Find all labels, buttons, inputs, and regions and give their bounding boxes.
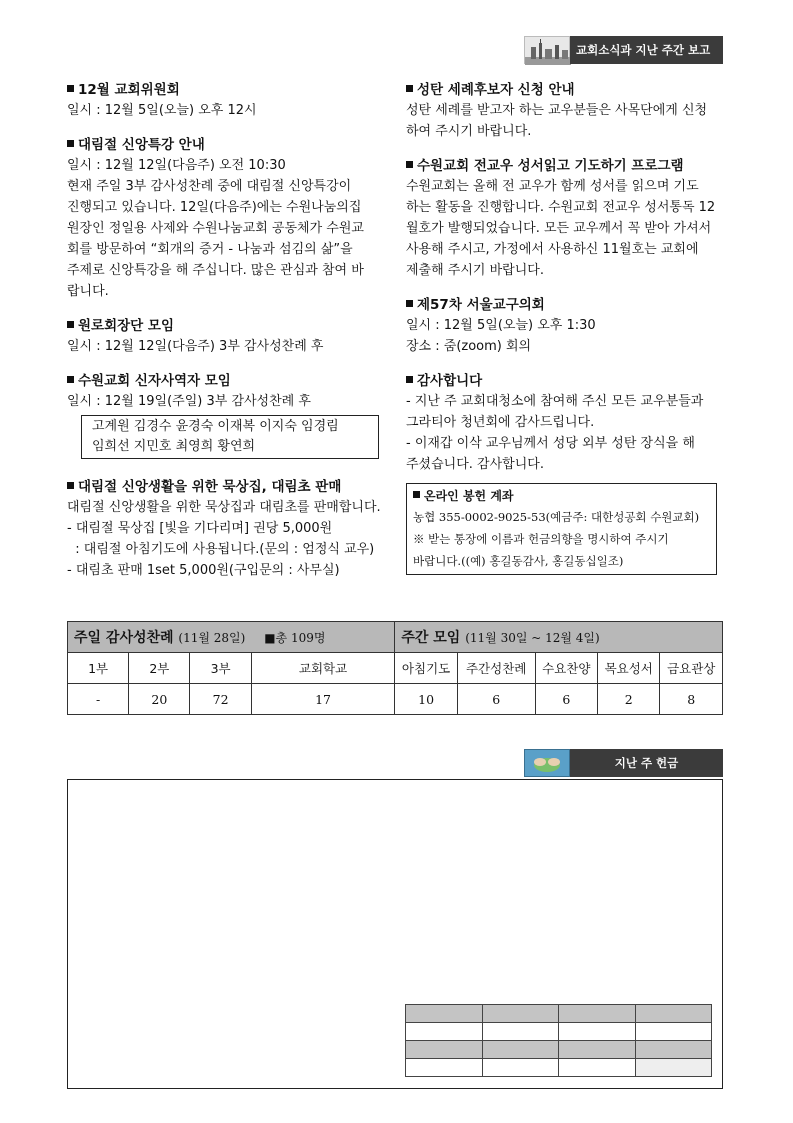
notice-line: - 대림초 판매 1set 5,000원(구입문의 : 사무실) xyxy=(67,563,340,578)
table-row xyxy=(406,1023,712,1041)
bullet-square-icon xyxy=(406,161,413,168)
notice-line: 원장인 정일용 사제와 수원나눔교회 공동체가 수원교 xyxy=(67,221,364,236)
notice-title: 대림절 신앙생활을 위한 묵상집, 대림초 판매 xyxy=(78,479,342,495)
notice-line: 그라티아 청년회에 감사드립니다. xyxy=(406,415,595,430)
church-skyline-icon xyxy=(524,36,570,64)
notice-line: 대림절 신앙생활을 위한 묵상집과 대림초를 판매합니다. xyxy=(67,500,381,515)
notice-line: - 지난 주 교회대청소에 참여해 주신 모든 교우분들과 xyxy=(406,394,704,409)
notice-church-council xyxy=(67,80,385,121)
names-box xyxy=(81,415,379,459)
notice-line: 하는 활동을 진행합니다. 수원교회 전교우 성서통독 12 xyxy=(406,200,716,215)
notice-line: 일시 : 12월 5일(오늘) 오후 1:30 xyxy=(406,318,596,333)
offering-summary-table xyxy=(405,1004,712,1077)
notice-baptism xyxy=(406,80,724,142)
section-header-offering xyxy=(570,749,723,777)
notice-line: 회를 방문하여 “회개의 증거 - 나눔과 섬김의 삶”을 xyxy=(67,242,353,257)
notice-line: 일시 : 12월 12일(다음주) 오전 10:30 xyxy=(67,158,286,173)
bullet-square-icon xyxy=(406,85,413,92)
notice-line: 일시 : 12월 19일(주일) 3부 감사성찬례 후 xyxy=(67,394,311,409)
notice-title: 원로회장단 모임 xyxy=(78,318,174,334)
notice-lay-ministers xyxy=(67,371,385,459)
total-count: ■총 109명 xyxy=(264,631,326,645)
column-header: 교회학교 xyxy=(251,653,395,684)
notice-line: 제출해 주시기 바랍니다. xyxy=(406,263,544,278)
notice-thanks xyxy=(406,371,724,475)
attendance-value: 10 xyxy=(395,684,457,715)
notice-line: 일시 : 12월 12일(다음주) 3부 감사성찬례 후 xyxy=(67,339,324,354)
hands-offering-icon xyxy=(524,749,570,777)
notice-line: 진행되고 있습니다. 12일(다음주)에는 수원나눔의집 xyxy=(67,200,362,215)
column-header: 수요찬양 xyxy=(535,653,597,684)
account-line: 농협 355-0002-9025-53(예금주: 대한성공회 수원교회) xyxy=(413,510,700,524)
weekly-header-cell xyxy=(395,622,723,653)
table-row xyxy=(406,1005,712,1023)
names-line: 임희선 지민호 최영희 황연희 xyxy=(92,439,256,454)
bullet-square-icon xyxy=(67,321,74,328)
notice-line: 월호가 발행되었습니다. 모든 교우께서 꼭 받아 가셔서 xyxy=(406,221,712,236)
bullet-square-icon xyxy=(67,140,74,147)
online-offering-account-box xyxy=(406,483,717,575)
weekly-title: 주간 모임 xyxy=(401,630,461,646)
section-header-offering-label: 지난 주 헌금 xyxy=(614,756,679,770)
notice-title: 제57차 서울교구의회 xyxy=(417,297,545,313)
notice-line: : 대림절 아침기도에 사용됩니다.(문의 : 엄정식 교우) xyxy=(67,542,375,557)
attendance-value: 8 xyxy=(660,684,723,715)
notice-title: 감사합니다 xyxy=(417,373,483,389)
sunday-header-cell xyxy=(68,622,395,653)
notice-title: 12월 교회위원회 xyxy=(78,82,180,98)
names-line: 고계원 김경수 윤경숙 이재복 이지숙 임경림 xyxy=(92,419,339,434)
bullet-square-icon xyxy=(413,491,420,498)
notice-title: 수원교회 전교우 성서읽고 기도하기 프로그램 xyxy=(417,158,684,174)
attendance-value: 17 xyxy=(251,684,395,715)
attendance-values-row xyxy=(68,684,723,715)
notice-title: 성탄 세례후보자 신청 안내 xyxy=(417,82,575,98)
section-header-news-label: 교회소식과 지난 주간 보고 xyxy=(576,43,711,57)
bullet-square-icon xyxy=(67,376,74,383)
attendance-columns-row xyxy=(68,653,723,684)
column-header: 아침기도 xyxy=(395,653,457,684)
notice-elders-meeting xyxy=(67,316,385,357)
column-header: 1부 xyxy=(68,653,129,684)
column-header: 3부 xyxy=(190,653,251,684)
account-line: ※ 받는 통장에 이름과 헌금의향을 명시하여 주시기 xyxy=(413,532,669,546)
notice-title: 수원교회 신자사역자 모임 xyxy=(78,373,231,389)
left-column xyxy=(67,80,385,595)
sunday-date: (11월 28일) xyxy=(178,631,246,645)
column-header: 목요성서 xyxy=(598,653,660,684)
right-column xyxy=(406,80,724,575)
notice-bible-program xyxy=(406,156,724,281)
notice-diocesan-council xyxy=(406,295,724,357)
weekly-date: (11월 30일 ~ 12월 4일) xyxy=(465,631,600,645)
attendance-table xyxy=(67,621,723,715)
section-header-news xyxy=(570,36,723,64)
bullet-square-icon xyxy=(67,482,74,489)
bullet-square-icon xyxy=(67,85,74,92)
table-row xyxy=(406,1041,712,1059)
attendance-value: 6 xyxy=(535,684,597,715)
attendance-value: 20 xyxy=(129,684,190,715)
notice-line: - 이재갑 이삭 교우님께서 성당 외부 성탄 장식을 해 xyxy=(406,436,695,451)
bullet-square-icon xyxy=(406,376,413,383)
account-line: 바랍니다.((예) 홍길동감사, 홍길동십일조) xyxy=(413,554,624,568)
notice-line: 하여 주시기 바랍니다. xyxy=(406,124,532,139)
notice-line: - 대림절 묵상집 [빛을 기다리며] 권당 5,000원 xyxy=(67,521,333,536)
notice-line: 현재 주일 3부 감사성찬례 중에 대림절 신앙특강이 xyxy=(67,179,352,194)
notice-line: 주제로 신앙특강을 해 주십니다. 많은 관심과 참여 바 xyxy=(67,263,364,278)
column-header: 금요관상 xyxy=(660,653,723,684)
notice-line: 랍니다. xyxy=(67,284,109,299)
notice-line: 일시 : 12월 5일(오늘) 오후 12시 xyxy=(67,103,257,118)
notice-advent-lecture xyxy=(67,135,385,302)
table-row xyxy=(406,1059,712,1077)
attendance-value: - xyxy=(68,684,129,715)
attendance-value: 2 xyxy=(598,684,660,715)
column-header: 주간성찬례 xyxy=(457,653,535,684)
notice-line: 성탄 세례를 받고자 하는 교우분들은 사목단에게 신청 xyxy=(406,103,708,118)
bullet-square-icon xyxy=(406,300,413,307)
notice-title: 대림절 신앙특강 안내 xyxy=(78,137,205,153)
column-header: 2부 xyxy=(129,653,190,684)
notice-line: 장소 : 줌(zoom) 회의 xyxy=(406,339,532,354)
notice-line: 사용해 주시고, 가정에서 사용하신 11월호는 교회에 xyxy=(406,242,699,257)
account-title: 온라인 봉헌 계좌 xyxy=(424,489,514,503)
attendance-header-row xyxy=(68,622,723,653)
attendance-value: 6 xyxy=(457,684,535,715)
sunday-title: 주일 감사성찬례 xyxy=(74,630,174,646)
notice-line: 주셨습니다. 감사합니다. xyxy=(406,457,544,472)
notice-line: 수원교회는 올해 전 교우가 함께 성서를 읽으며 기도 xyxy=(406,179,699,194)
notice-advent-sale xyxy=(67,477,385,581)
attendance-value: 72 xyxy=(190,684,251,715)
